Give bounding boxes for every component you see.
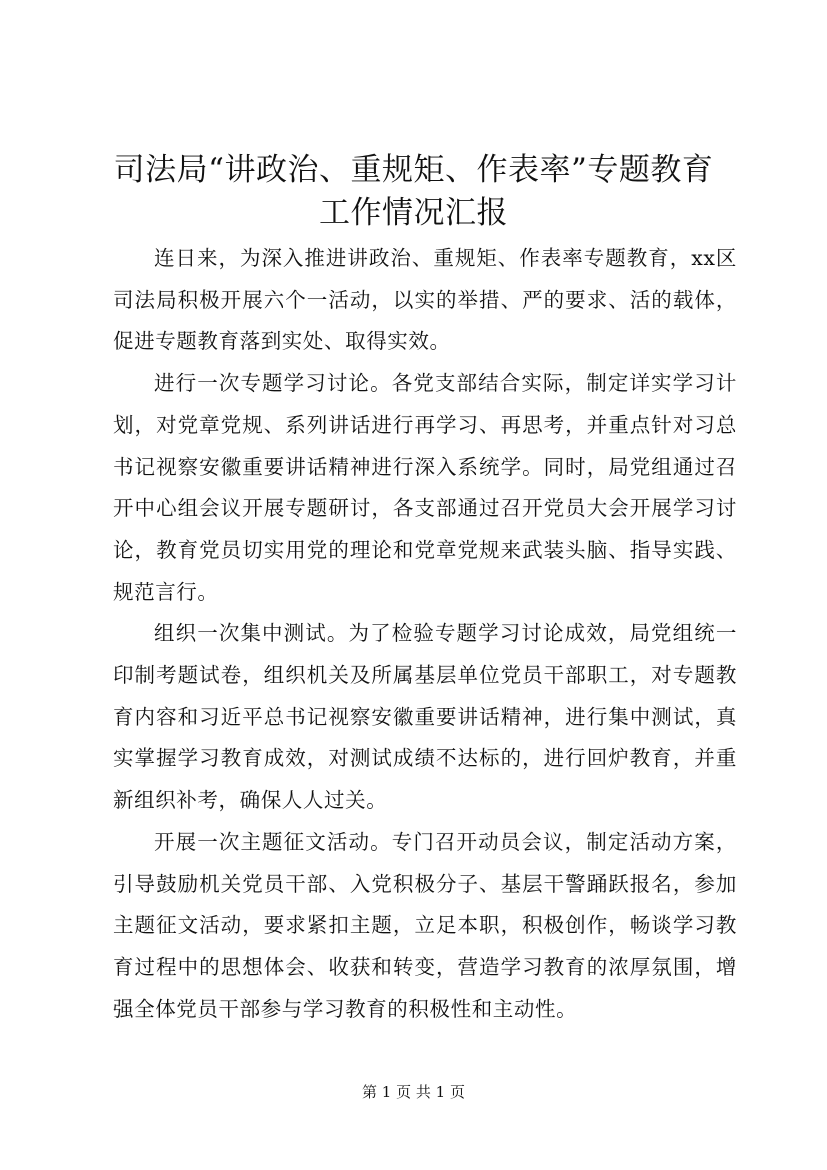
document-title-line-1: 司法局“讲政治、重规矩、作表率”专题教育 xyxy=(113,152,714,188)
page-number-footer: 第 1 页 共 1 页 xyxy=(362,1083,465,1101)
document-title-line-2: 工作情况汇报 xyxy=(319,195,508,231)
document-body xyxy=(113,238,737,1030)
paragraph-essay-activity: 开展一次主题征文活动。专门召开动员会议，制定活动方案，引导鼓励机关党员干部、入党积极分子、基层干警踊跃报名，参加主题征文活动，要求紧扣主题，立足本职，积极创作，畅谈学习教育过程中的思想体会、收获和转变，营造学习教育的浓厚氛围，增强全体党员干部参与学习教育的积极性和主动性。 xyxy=(113,829,737,1021)
paragraph-intro: 连日来，为深入推进讲政治、重规矩、作表率专题教育，xx区司法局积极开展六个一活动，以实的举措、严的要求、活的载体，促进专题教育落到实处、取得实效。 xyxy=(113,246,737,354)
paragraph-centralized-test: 组织一次集中测试。为了检验专题学习讨论成效，局党组统一印制考题试卷，组织机关及所属基层单位党员干部职工，对专题教育内容和习近平总书记视察安徽重要讲话精神，进行集中测试，真实掌握学习教育成效，对测试成绩不达标的，进行回炉教育，并重新组织补考，确保人人过关。 xyxy=(113,621,737,813)
paragraph-study-discussion: 进行一次专题学习讨论。各党支部结合实际，制定详实学习计划，对党章党规、系列讲话进行再学习、再思考，并重点针对习总书记视察安徽重要讲话精神进行深入系统学。同时，局党组通过召开中心组会议开展专题研讨，各支部通过召开党员大会开展学习讨论，教育党员切实用党的理论和党章党规来武装头脑、指导实践、规范言行。 xyxy=(113,371,737,604)
